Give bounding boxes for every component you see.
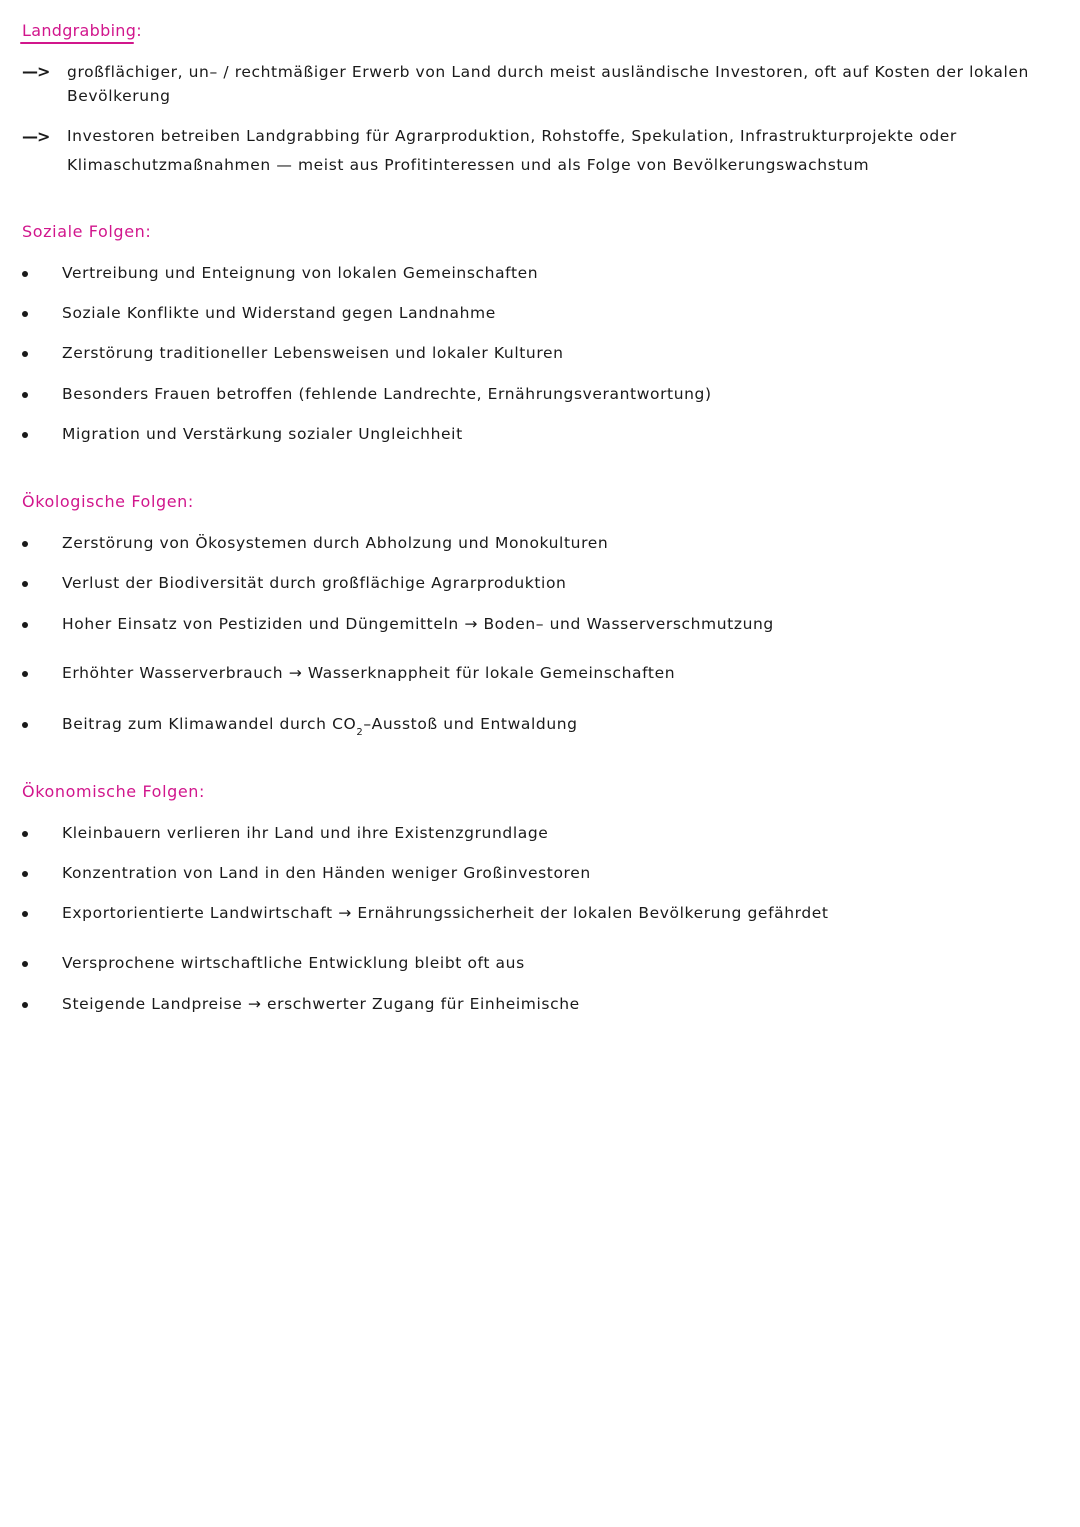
list-item: Besonders Frauen betroffen (fehlende Landrechte, Ernährungsverantwortung): [22, 382, 1062, 406]
list-item: Soziale Konflikte und Widerstand gegen Landnahme: [22, 301, 1062, 325]
list-item: Exportorientierte Landwirtschaft → Ernährungssicherheit der lokalen Bevölkerung gefährdet: [22, 901, 1062, 925]
definition-text: Investoren betreiben Landgrabbing für Agrarproduktion, Rohstoffe, Spekulation, Infrastrukturprojekte oder Klimaschutzmaßnahmen — meist aus Profitinteressen und als Folge von Bevölkerungswachstum: [67, 127, 957, 174]
bullet-icon: [22, 392, 28, 398]
section-heading-economic: Ökonomische Folgen:: [22, 782, 206, 801]
title-underline: [20, 42, 134, 44]
bullet-icon: [22, 311, 28, 317]
list-item: Zerstörung traditioneller Lebensweisen und lokaler Kulturen: [22, 341, 1062, 365]
definition-item: [22, 122, 1062, 182]
list-item: Hoher Einsatz von Pestiziden und Düngemitteln → Boden– und Wasserverschmutzung: [22, 612, 1062, 636]
bullet-icon: [22, 432, 28, 438]
section-heading-ecological: Ökologische Folgen:: [22, 492, 194, 511]
list-item: Kleinbauern verlieren ihr Land und ihre Existenzgrundlage: [22, 821, 1062, 845]
bullet-icon: [22, 911, 28, 917]
bullet-icon: [22, 271, 28, 277]
bullet-icon: [22, 622, 28, 628]
list-item: Vertreibung und Enteignung von lokalen Gemeinschaften: [22, 261, 1062, 285]
section-heading-social: Soziale Folgen:: [22, 222, 152, 241]
bullet-icon: [22, 581, 28, 587]
page-title: Landgrabbing:: [22, 21, 142, 40]
list-item: Versprochene wirtschaftliche Entwicklung bleibt oft aus: [22, 951, 1062, 975]
list-item: Erhöhter Wasserverbrauch → Wasserknappheit für lokale Gemeinschaften: [22, 661, 1062, 685]
bullet-icon: [22, 961, 28, 967]
list-item: Migration und Verstärkung sozialer Ungleichheit: [22, 422, 1062, 446]
definition-item: [22, 60, 1062, 110]
list-item: Zerstörung von Ökosystemen durch Abholzung und Monokulturen: [22, 531, 1062, 555]
bullet-icon: [22, 351, 28, 357]
list-item: Beitrag zum Klimawandel durch $CO_2$–Ausstoß und Entwaldung: [22, 712, 1062, 736]
arrow-icon: —>: [22, 127, 50, 146]
definition-text: großflächiger, un– / rechtmäßiger Erwerb von Land durch meist ausländische Investoren, oft auf Kosten der lokalen Bevölkerung: [67, 63, 1029, 105]
bullet-icon: [22, 1002, 28, 1008]
list-item: Steigende Landpreise → erschwerter Zugang für Einheimische: [22, 992, 1062, 1016]
list-item: Konzentration von Land in den Händen weniger Großinvestoren: [22, 861, 1062, 885]
list-item: Verlust der Biodiversität durch großflächige Agrarproduktion: [22, 571, 1062, 595]
bullet-icon: [22, 831, 28, 837]
bullet-icon: [22, 871, 28, 877]
arrow-icon: —>: [22, 62, 50, 81]
bullet-icon: [22, 541, 28, 547]
bullet-icon: [22, 671, 28, 677]
bullet-icon: [22, 722, 28, 728]
